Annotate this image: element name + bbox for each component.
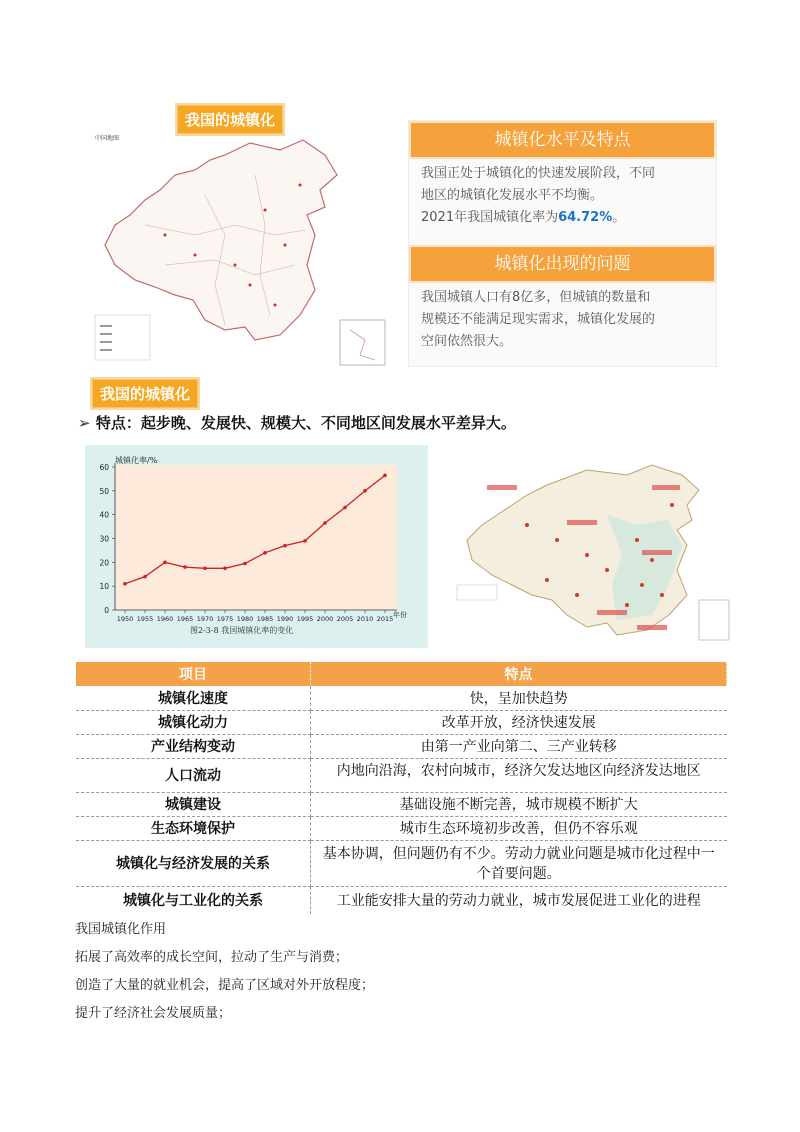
row-key: 城镇化速度	[76, 686, 311, 710]
panel-text-level	[421, 163, 703, 229]
table-row	[76, 886, 727, 914]
col-header-item: 项目	[76, 662, 311, 686]
row-value: 由第一产业向第二、三产业转移	[311, 734, 727, 758]
bullet-arrow-icon: ➢	[78, 414, 91, 432]
series-points	[123, 474, 387, 586]
col-header-feature: 特点	[311, 662, 727, 686]
data-point	[143, 575, 147, 579]
data-point	[343, 506, 347, 510]
series-line	[125, 475, 385, 583]
data-point	[323, 521, 327, 525]
y-tick-label: 10	[99, 582, 109, 592]
data-point	[123, 582, 127, 586]
bottom-item: 拓展了高效率的成长空间，拉动了生产与消费；	[75, 950, 349, 965]
x-tick-label: 1965	[176, 615, 194, 623]
x-tick-label: 1955	[136, 615, 154, 623]
table-header-row	[76, 662, 727, 686]
urbanization-table	[76, 662, 727, 914]
feature-text: 特点：起步晚、发展快、规模大、不同地区间发展水平差异大。	[95, 414, 516, 432]
bottom-title: 我国城镇化作用	[75, 922, 167, 937]
map-title: 中国地图	[95, 135, 120, 142]
row-value: 快，呈加快趋势	[311, 686, 727, 710]
x-tick-label: 1985	[256, 615, 274, 623]
x-tick-label: 1980	[236, 615, 254, 623]
x-tick-label: 1960	[156, 615, 174, 623]
row-value: 基础设施不断完善，城市规模不断扩大	[311, 792, 727, 816]
x-axis-label: 年份	[393, 611, 407, 619]
rate-suffix: 。	[612, 210, 626, 225]
row-value: 内地向沿海，农村向城市，经济欠发达地区向经济发达地区	[311, 758, 727, 792]
x-axis	[115, 610, 397, 623]
x-tick-label: 2015	[376, 615, 394, 623]
data-point	[283, 544, 287, 548]
y-tick-label: 0	[104, 606, 109, 615]
text-line: 空间依然很大。	[421, 334, 513, 349]
x-tick-label: 1970	[196, 615, 214, 623]
y-axis	[99, 463, 115, 615]
row-value: 工业能安排大量的劳动力就业，城市发展促进工业化的进程	[336, 893, 701, 910]
row-key: 产业结构变动	[76, 734, 311, 758]
row-value: 城市生态环境初步改善，但仍不容乐观	[311, 816, 727, 840]
x-tick-label: 1990	[276, 615, 294, 623]
table-row	[76, 734, 727, 758]
table-row	[76, 840, 727, 886]
x-tick-label: 1995	[296, 615, 314, 623]
chart-caption: 图2-3-8 我国城镇化率的变化	[190, 626, 294, 635]
rate-prefix: 2021年我国城镇化率为	[421, 210, 559, 225]
y-tick-label: 40	[99, 510, 109, 520]
row-key: 人口流动	[76, 758, 311, 792]
urbanization-intro-figure	[75, 95, 715, 370]
row-value: 改革开放，经济快速发展	[311, 710, 727, 734]
data-point	[383, 474, 387, 478]
bottom-item: 提升了经济社会发展质量；	[75, 1006, 232, 1021]
panel-heading-problems: 城镇化出现的问题	[409, 245, 716, 283]
urbanization-rate-value: 64.72%	[558, 210, 613, 225]
row-key: 城镇化动力	[76, 710, 311, 734]
text-line: 我国城镇人口有8亿多，但城镇的数量和	[421, 290, 651, 305]
china-cities-map-image	[437, 445, 734, 648]
data-point	[303, 539, 307, 543]
data-point	[263, 551, 267, 555]
x-tick-label: 2005	[336, 615, 354, 623]
data-point	[183, 565, 187, 569]
row-key: 城镇化与经济发展的关系	[76, 840, 311, 886]
y-tick-label: 20	[99, 558, 109, 568]
section-tag-2: 我国的城镇化	[90, 377, 200, 410]
row-key: 生态环境保护	[76, 816, 311, 840]
table-row	[76, 792, 727, 816]
data-point	[223, 566, 227, 570]
rate-line	[421, 207, 703, 229]
data-point	[203, 566, 207, 570]
bottom-item: 创造了大量的就业机会，提高了区域对外开放程度；	[75, 978, 375, 993]
data-point	[243, 562, 247, 566]
row-key: 城镇建设	[76, 792, 311, 816]
table-row	[76, 686, 727, 710]
section-tag: 我国的城镇化	[175, 103, 285, 136]
urbanization-line-chart	[85, 445, 428, 648]
data-point	[363, 489, 367, 493]
row-value: 基本协调，但问题仍有不少。劳动力就业问题是城市化过程中一个首要问题。	[311, 840, 727, 886]
x-tick-label: 2010	[356, 615, 374, 623]
panel-heading-level: 城镇化水平及特点	[409, 121, 716, 159]
data-point	[163, 561, 167, 565]
table-row	[76, 758, 727, 792]
info-panel	[408, 120, 717, 367]
table-row	[76, 816, 727, 840]
y-axis-label: 城镇化率/%	[115, 456, 158, 465]
row-key: 城镇化与工业化的关系	[76, 886, 311, 914]
x-tick-label: 1950	[116, 615, 134, 623]
feature-statement	[78, 412, 516, 433]
y-tick-label: 50	[99, 486, 109, 496]
text-line: 规模还不能满足现实需求，城镇化发展的	[421, 312, 656, 327]
text-line: 我国正处于城镇化的快速发展阶段，不同	[421, 166, 656, 181]
china-map-image	[75, 115, 395, 370]
x-tick-label: 1975	[216, 615, 234, 623]
x-tick-label: 2000	[316, 615, 334, 623]
table-row	[76, 710, 727, 734]
y-tick-label: 30	[99, 534, 109, 544]
y-tick-label: 60	[99, 463, 109, 472]
text-line: 地区的城镇化发展水平不均衡。	[421, 188, 604, 203]
panel-text-problems	[421, 287, 703, 353]
